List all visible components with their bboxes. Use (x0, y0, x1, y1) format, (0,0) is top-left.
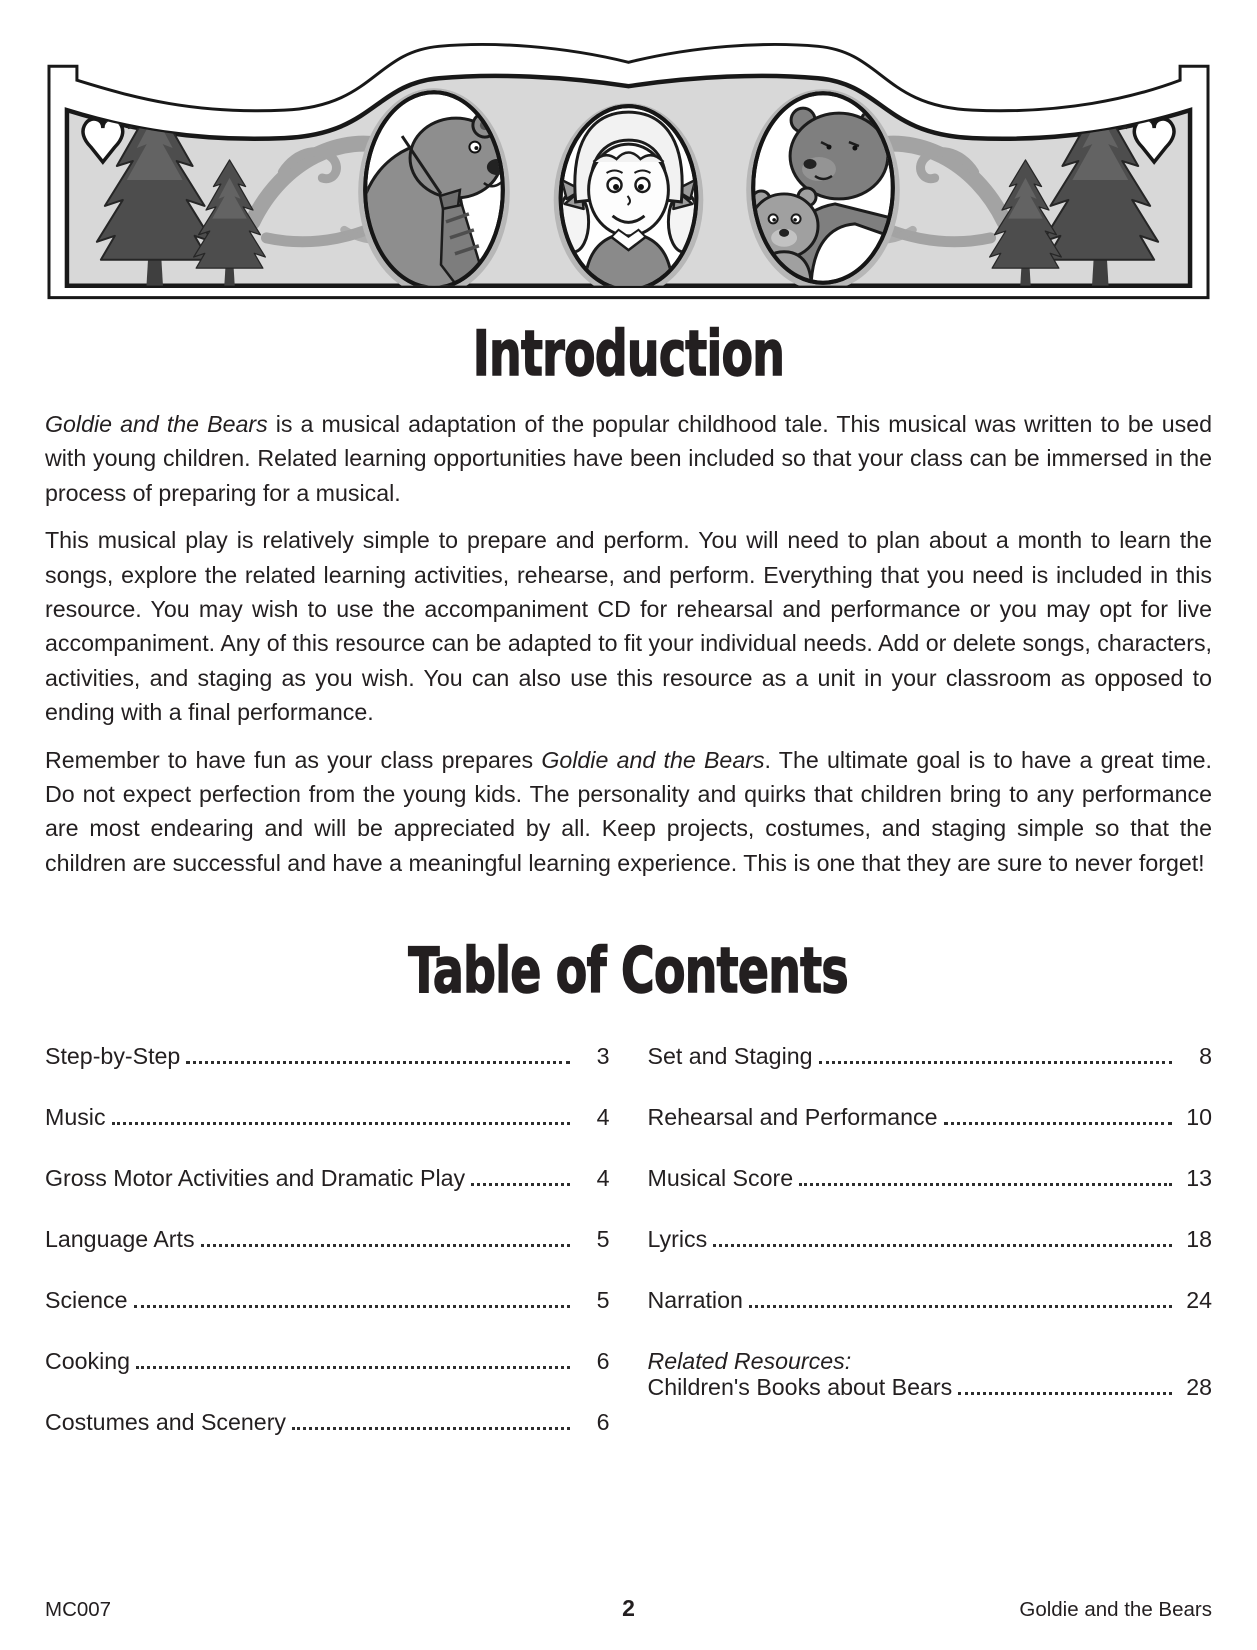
toc-leader-dots (134, 1305, 570, 1308)
intro-paragraph-1: Goldie and the Bears is a musical adaptation of the popular childhood tale. This musical was written to be used with young children. Related learning opportunities have been included so that your class can be immersed in the process of preparing for a musical. (45, 411, 1212, 506)
toc-leader-dots (958, 1392, 1172, 1395)
toc-entry (45, 1104, 610, 1130)
toc-entry-label: Rehearsal and Performance (647, 1104, 938, 1131)
toc-leader-dots (713, 1244, 1172, 1247)
toc-entry (45, 1348, 610, 1374)
toc-entry (45, 1287, 610, 1313)
toc-entry-page: 3 (596, 1043, 610, 1070)
toc-entry-label: Science (45, 1287, 128, 1314)
toc-entry-label: Musical Score (647, 1165, 794, 1192)
toc-leader-dots (201, 1244, 570, 1247)
papa-bear-portrait (358, 88, 510, 295)
toc-leader-dots (292, 1427, 569, 1430)
toc-entry (45, 1043, 610, 1069)
product-code: MC007 (45, 1598, 112, 1621)
toc-leader-dots (136, 1366, 569, 1369)
toc-entry-page: 24 (1186, 1287, 1212, 1314)
book-title-italic: Goldie and the Bears (541, 746, 765, 773)
related-resources-note: Related Resources: (647, 1348, 852, 1375)
toc-entry-label: Narration (647, 1287, 743, 1314)
toc-entry-page: 28 (1186, 1374, 1212, 1401)
toc-leader-dots (944, 1122, 1172, 1125)
toc-entry-label: Set and Staging (647, 1043, 813, 1070)
toc-entry-page: 8 (1199, 1043, 1212, 1070)
toc-entry (648, 1043, 1213, 1069)
toc-right-column (648, 1043, 1213, 1470)
toc-leader-dots (799, 1183, 1172, 1186)
toc-entry-page: 18 (1186, 1226, 1212, 1253)
toc-leader-dots (471, 1183, 569, 1186)
page-number: 2 (622, 1595, 635, 1621)
toc-leader-dots (186, 1061, 569, 1064)
goldie-portrait (554, 103, 704, 297)
toc-entry (648, 1165, 1213, 1191)
toc-entry-page: 5 (596, 1287, 610, 1314)
toc-entry-label: Children's Books about Bears (647, 1374, 953, 1401)
toc-entry-page: 6 (596, 1409, 610, 1436)
page-footer (45, 1585, 1212, 1622)
toc-entry-label: Lyrics (647, 1226, 708, 1253)
toc-entry (648, 1287, 1213, 1313)
toc-entry-label: Gross Motor Activities and Dramatic Play (45, 1165, 466, 1192)
toc-leader-dots (112, 1122, 570, 1125)
toc-entry (648, 1226, 1213, 1252)
toc-entry (648, 1104, 1213, 1130)
toc-entry-page: 4 (596, 1165, 610, 1192)
toc-entry (648, 1374, 1213, 1400)
toc-entry-label: Music (45, 1104, 106, 1131)
toc-entry (45, 1165, 610, 1191)
toc-entry-page: 5 (596, 1226, 610, 1253)
toc-entry (45, 1409, 610, 1435)
toc-entry (45, 1226, 610, 1252)
toc-entry-label: Language Arts (45, 1226, 195, 1253)
toc-leader-dots (749, 1305, 1172, 1308)
book-title-italic: Goldie and the Bears (45, 411, 268, 437)
toc-entry-label: Cooking (45, 1348, 131, 1375)
toc-entry-label: Step-by-Step (45, 1043, 181, 1070)
introduction-heading: Introduction (472, 317, 785, 390)
toc-left-column (45, 1043, 610, 1470)
toc-entry-page: 10 (1186, 1104, 1212, 1131)
toc-entry-page: 13 (1186, 1165, 1212, 1192)
mama-and-baby-bear-portrait (746, 89, 900, 290)
table-of-contents (45, 1043, 1212, 1470)
toc-leader-dots (819, 1061, 1172, 1064)
book-title-footer: Goldie and the Bears (1019, 1598, 1212, 1621)
toc-entry-label: Costumes and Scenery (45, 1409, 287, 1436)
toc-entry-page: 6 (596, 1348, 610, 1375)
toc-entry-page: 4 (596, 1104, 610, 1131)
intro-paragraph-3: Remember to have fun as your class prepares Goldie and the Bears. The ultimate goal is to have a great time. Do not expect perfection from the young kids. The personality and quirks that children bring to any performance are most endearing and will be appreciated by all. Keep projects, costumes, and staging simple so that the children are successful and have a meaningful learning experience. This is one that they are sure to never forget! (45, 746, 1212, 876)
toc-heading: Table of Contents (408, 934, 849, 1008)
banner-illustration (45, 40, 1212, 302)
intro-paragraph-2: This musical play is relatively simple to prepare and perform. You will need to plan about a month to learn the songs, explore the related learning activities, rehearse, and perform. Everything that you need is included in this resource. You may wish to use the accompaniment CD for rehearsal and performance or you may opt for live accompaniment. Any of this resource can be adapted to fit your individual needs. Add or delete songs, characters, activities, and staging as you wish. You can also use this resource as a unit in your classroom as opposed to ending with a final performance. (45, 527, 1212, 726)
